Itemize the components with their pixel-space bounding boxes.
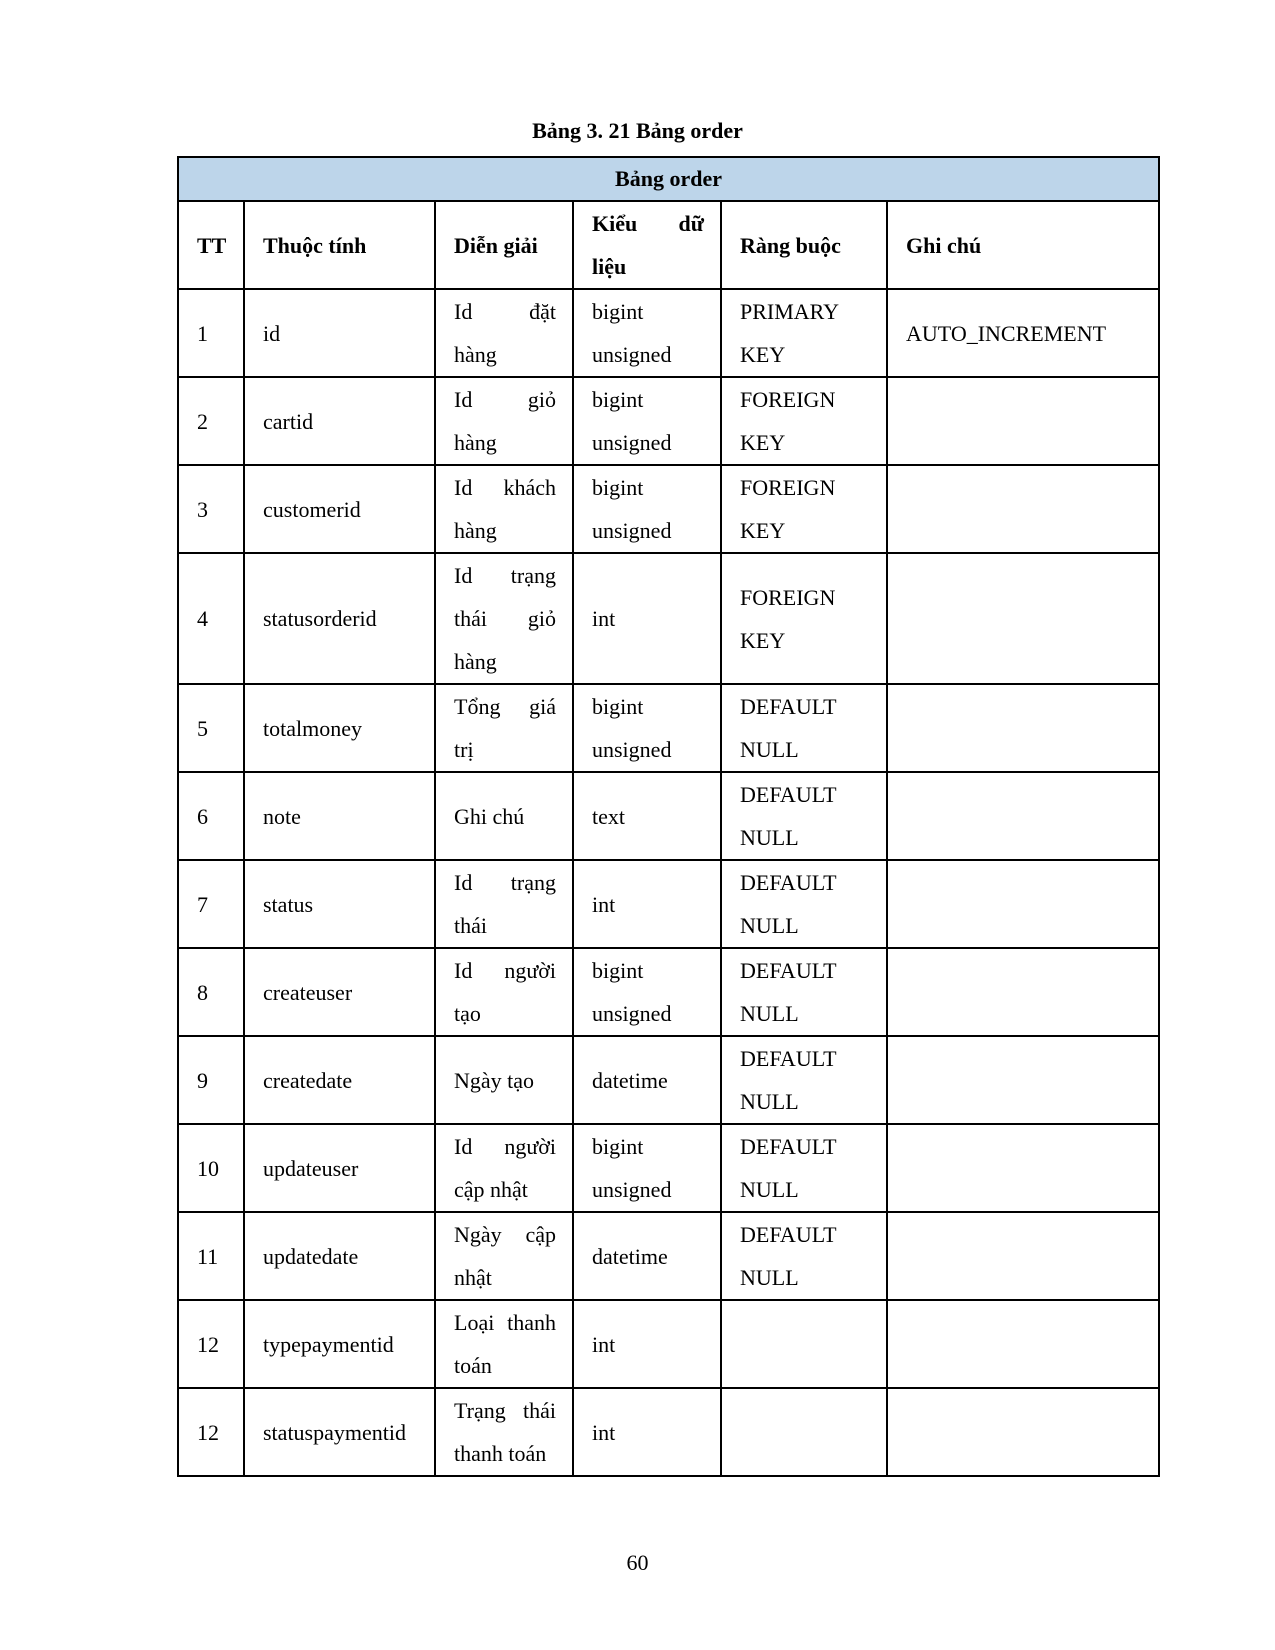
cell-description-line: Id giỏ bbox=[454, 387, 556, 412]
col-header-data-type-line1: Kiểu dữ bbox=[592, 211, 704, 236]
table-row bbox=[178, 1388, 1159, 1476]
cell-data-type-line: int bbox=[592, 1331, 616, 1357]
cell-description-line: toán bbox=[454, 1353, 492, 1378]
cell-constraint-line: PRIMARY bbox=[740, 299, 840, 324]
cell-data-type-line: bigint bbox=[592, 475, 644, 500]
cell-description-line: trị bbox=[454, 737, 474, 762]
cell-constraint-line: KEY bbox=[740, 627, 786, 653]
table-title: Bảng order bbox=[178, 157, 1159, 201]
table-row bbox=[178, 684, 1159, 772]
cell-description-line: hàng bbox=[454, 430, 497, 455]
page-number: 60 bbox=[626, 1550, 649, 1575]
cell-description-line: Ngày tạo bbox=[454, 1067, 535, 1093]
cell-description bbox=[435, 948, 573, 1036]
cell-data-type bbox=[573, 948, 721, 1036]
cell-tt: 6 bbox=[178, 772, 244, 860]
cell-data-type-line: bigint bbox=[592, 694, 644, 719]
cell-description-line: Id khách bbox=[454, 475, 556, 500]
cell-description-line: thái bbox=[454, 913, 487, 938]
order-schema-table bbox=[177, 156, 1160, 1477]
cell-data-type-line: datetime bbox=[592, 1243, 668, 1269]
cell-data-type-line: bigint bbox=[592, 958, 644, 983]
cell-data-type bbox=[573, 553, 721, 684]
cell-constraint bbox=[721, 860, 887, 948]
cell-data-type bbox=[573, 860, 721, 948]
cell-description-line: Loại thanh bbox=[454, 1310, 556, 1335]
cell-constraint bbox=[721, 553, 887, 684]
cell-attribute: updatedate bbox=[244, 1212, 435, 1300]
cell-tt: 7 bbox=[178, 860, 244, 948]
cell-description-line: Tổng giá bbox=[454, 694, 556, 719]
cell-constraint-line: DEFAULT bbox=[740, 1046, 837, 1071]
cell-constraint-line: NULL bbox=[740, 1089, 799, 1114]
table-row bbox=[178, 1124, 1159, 1212]
cell-data-type bbox=[573, 289, 721, 377]
cell-description bbox=[435, 684, 573, 772]
table-row bbox=[178, 1300, 1159, 1388]
table-row bbox=[178, 1036, 1159, 1124]
cell-data-type bbox=[573, 1212, 721, 1300]
cell-attribute: typepaymentid bbox=[244, 1300, 435, 1388]
cell-description-line: cập nhật bbox=[454, 1177, 528, 1202]
cell-note bbox=[887, 1388, 1159, 1476]
cell-data-type bbox=[573, 1124, 721, 1212]
cell-attribute: totalmoney bbox=[244, 684, 435, 772]
col-header-tt: TT bbox=[178, 201, 244, 289]
cell-note bbox=[887, 860, 1159, 948]
cell-data-type-line: unsigned bbox=[592, 737, 672, 762]
col-header-note: Ghi chú bbox=[887, 201, 1159, 289]
cell-tt: 4 bbox=[178, 553, 244, 684]
cell-constraint bbox=[721, 1212, 887, 1300]
cell-description-line: hàng bbox=[454, 342, 497, 367]
cell-constraint-line: KEY bbox=[740, 518, 786, 543]
col-header-data-type bbox=[573, 201, 721, 289]
table-row bbox=[178, 948, 1159, 1036]
cell-data-type-line: datetime bbox=[592, 1067, 668, 1093]
cell-tt: 8 bbox=[178, 948, 244, 1036]
cell-tt: 11 bbox=[178, 1212, 244, 1300]
cell-note bbox=[887, 684, 1159, 772]
cell-tt: 12 bbox=[178, 1388, 244, 1476]
cell-description-line: thanh toán bbox=[454, 1441, 547, 1466]
cell-constraint bbox=[721, 377, 887, 465]
cell-data-type-line: text bbox=[592, 803, 625, 829]
cell-description-line: hàng bbox=[454, 649, 497, 674]
cell-description-line: Trạng thái bbox=[454, 1398, 556, 1423]
cell-constraint-line: NULL bbox=[740, 913, 799, 938]
cell-tt: 9 bbox=[178, 1036, 244, 1124]
cell-constraint-line: DEFAULT bbox=[740, 1222, 837, 1247]
cell-description-line: Id trạng bbox=[454, 870, 556, 895]
cell-description-line: Ngày cập bbox=[454, 1222, 556, 1247]
col-header-data-type-line2: liệu bbox=[592, 254, 627, 279]
cell-tt: 2 bbox=[178, 377, 244, 465]
cell-note bbox=[887, 948, 1159, 1036]
cell-constraint-line: DEFAULT bbox=[740, 958, 837, 983]
cell-tt: 10 bbox=[178, 1124, 244, 1212]
cell-data-type-line: int bbox=[592, 606, 616, 631]
cell-constraint-line: DEFAULT bbox=[740, 870, 837, 895]
cell-note bbox=[887, 772, 1159, 860]
cell-data-type-line: unsigned bbox=[592, 1177, 672, 1202]
cell-attribute: updateuser bbox=[244, 1124, 435, 1212]
cell-constraint-line: NULL bbox=[740, 1001, 799, 1026]
cell-description bbox=[435, 1036, 573, 1124]
cell-constraint bbox=[721, 948, 887, 1036]
col-header-constraint: Ràng buộc bbox=[721, 201, 887, 289]
cell-description bbox=[435, 1300, 573, 1388]
cell-note: AUTO_INCREMENT bbox=[887, 289, 1159, 377]
cell-constraint-line: DEFAULT bbox=[740, 694, 837, 719]
cell-attribute: customerid bbox=[244, 465, 435, 553]
cell-description bbox=[435, 377, 573, 465]
cell-tt: 1 bbox=[178, 289, 244, 377]
cell-constraint bbox=[721, 684, 887, 772]
cell-description bbox=[435, 289, 573, 377]
cell-note bbox=[887, 1212, 1159, 1300]
cell-description-line: hàng bbox=[454, 518, 497, 543]
cell-note bbox=[887, 377, 1159, 465]
table-title-row bbox=[178, 157, 1159, 201]
table-header-row bbox=[178, 201, 1159, 289]
col-header-description: Diễn giải bbox=[435, 201, 573, 289]
cell-attribute: status bbox=[244, 860, 435, 948]
cell-data-type-line: unsigned bbox=[592, 430, 672, 455]
cell-constraint-line: FOREIGN bbox=[740, 584, 836, 610]
cell-data-type-line: unsigned bbox=[592, 1001, 672, 1026]
cell-attribute: note bbox=[244, 772, 435, 860]
cell-attribute: id bbox=[244, 289, 435, 377]
cell-data-type-line: unsigned bbox=[592, 518, 672, 543]
cell-constraint-line: NULL bbox=[740, 737, 799, 762]
cell-data-type-line: unsigned bbox=[592, 342, 672, 367]
cell-constraint-line: KEY bbox=[740, 430, 786, 455]
cell-data-type-line: bigint bbox=[592, 1134, 644, 1159]
cell-description bbox=[435, 772, 573, 860]
cell-attribute: statuspaymentid bbox=[244, 1388, 435, 1476]
table-row bbox=[178, 553, 1159, 684]
cell-constraint bbox=[721, 1036, 887, 1124]
cell-note bbox=[887, 1124, 1159, 1212]
cell-constraint bbox=[721, 1300, 887, 1388]
cell-data-type bbox=[573, 772, 721, 860]
table-row bbox=[178, 772, 1159, 860]
cell-description bbox=[435, 465, 573, 553]
cell-constraint bbox=[721, 289, 887, 377]
cell-description bbox=[435, 553, 573, 684]
table-row bbox=[178, 289, 1159, 377]
table-row bbox=[178, 860, 1159, 948]
col-header-attribute: Thuộc tính bbox=[244, 201, 435, 289]
cell-description-line: Ghi chú bbox=[454, 803, 525, 829]
cell-description-line: tạo bbox=[454, 1001, 481, 1026]
cell-data-type bbox=[573, 377, 721, 465]
cell-attribute: cartid bbox=[244, 377, 435, 465]
cell-data-type bbox=[573, 684, 721, 772]
table-row bbox=[178, 1212, 1159, 1300]
cell-data-type bbox=[573, 465, 721, 553]
cell-constraint-line: DEFAULT bbox=[740, 782, 837, 807]
cell-data-type bbox=[573, 1036, 721, 1124]
cell-data-type-line: int bbox=[592, 1419, 616, 1445]
cell-attribute: statusorderid bbox=[244, 553, 435, 684]
cell-tt: 5 bbox=[178, 684, 244, 772]
cell-description bbox=[435, 1212, 573, 1300]
cell-data-type-line: int bbox=[592, 891, 616, 917]
table-caption: Bảng 3. 21 Bảng order bbox=[532, 118, 743, 143]
cell-constraint-line: FOREIGN bbox=[740, 387, 836, 412]
cell-constraint bbox=[721, 772, 887, 860]
cell-note bbox=[887, 465, 1159, 553]
cell-constraint-line: NULL bbox=[740, 1177, 799, 1202]
cell-constraint bbox=[721, 1124, 887, 1212]
cell-constraint bbox=[721, 1388, 887, 1476]
table-row bbox=[178, 465, 1159, 553]
cell-description-line: Id đặt bbox=[454, 299, 556, 324]
cell-constraint bbox=[721, 465, 887, 553]
cell-tt: 3 bbox=[178, 465, 244, 553]
cell-data-type bbox=[573, 1388, 721, 1476]
cell-note bbox=[887, 553, 1159, 684]
cell-data-type bbox=[573, 1300, 721, 1388]
cell-description-line: nhật bbox=[454, 1265, 492, 1290]
cell-description-line: Id trạng bbox=[454, 563, 556, 588]
cell-description bbox=[435, 860, 573, 948]
cell-tt: 12 bbox=[178, 1300, 244, 1388]
cell-data-type-line: bigint bbox=[592, 387, 644, 412]
table-row bbox=[178, 377, 1159, 465]
cell-attribute: createdate bbox=[244, 1036, 435, 1124]
cell-constraint-line: KEY bbox=[740, 342, 786, 367]
cell-data-type-line: bigint bbox=[592, 299, 644, 324]
cell-attribute: createuser bbox=[244, 948, 435, 1036]
cell-note bbox=[887, 1036, 1159, 1124]
cell-note bbox=[887, 1300, 1159, 1388]
cell-description-line: thái giỏ bbox=[454, 606, 556, 631]
cell-description-line: Id người bbox=[454, 1134, 556, 1159]
cell-description-line: Id người bbox=[454, 958, 556, 983]
cell-constraint-line: FOREIGN bbox=[740, 475, 836, 500]
cell-description bbox=[435, 1388, 573, 1476]
cell-constraint-line: NULL bbox=[740, 1265, 799, 1290]
cell-constraint-line: NULL bbox=[740, 825, 799, 850]
cell-constraint-line: DEFAULT bbox=[740, 1134, 837, 1159]
cell-description bbox=[435, 1124, 573, 1212]
